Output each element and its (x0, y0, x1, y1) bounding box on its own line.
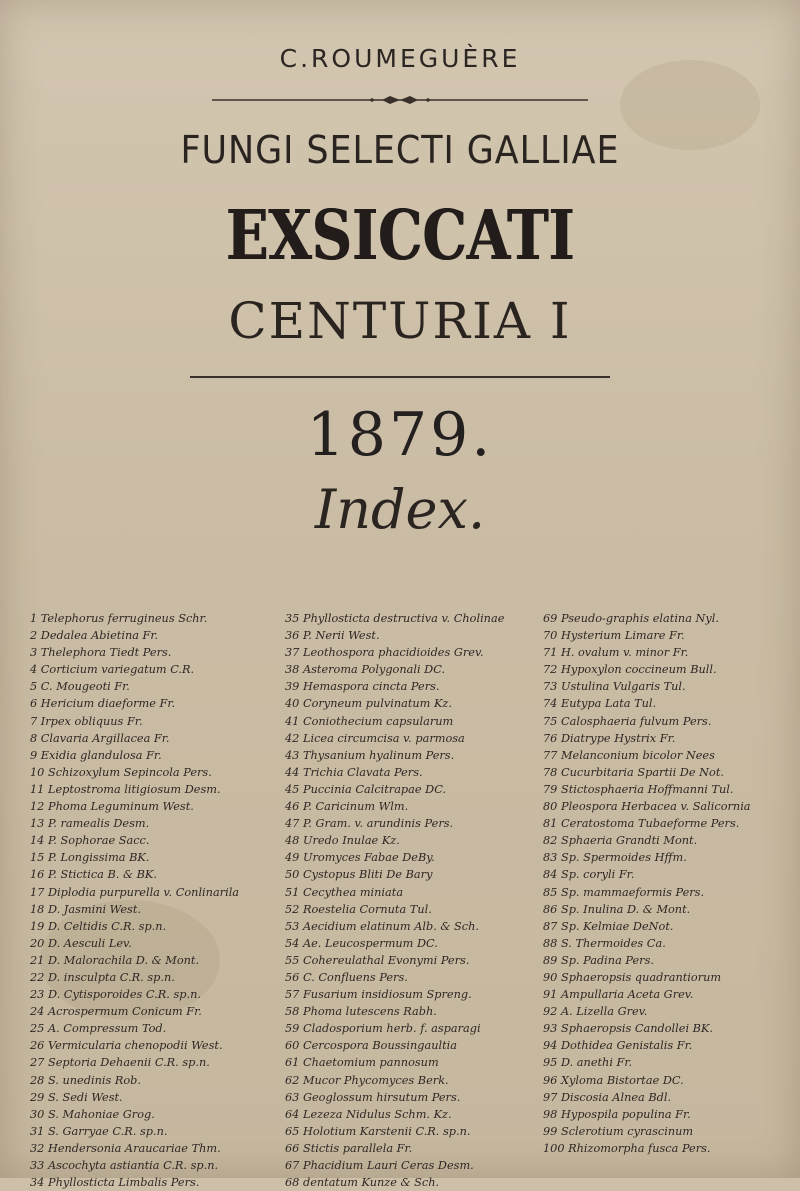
index-entry: 73 Ustulina Vulgaris Tul. (543, 680, 686, 694)
index-entry: 47 P. Gram. v. arundinis Pers. (285, 817, 454, 831)
index-entry: 8 Clavaria Argillacea Fr. (30, 731, 170, 745)
index-entry: 2 Dedalea Abietina Fr. (30, 629, 159, 643)
index-entry: 100 Rhizomorpha fusca Pers. (543, 1141, 711, 1155)
author-name: C.ROUMEGUÈRE (279, 44, 521, 73)
index-entry: 15 P. Longissima BK. (30, 851, 150, 865)
index-entry: 86 Sp. Inulina D. & Mont. (543, 902, 691, 916)
index-entry: 41 Coniothecium capsularum (285, 714, 454, 728)
index-entry: 25 A. Compressum Tod. (30, 1022, 167, 1036)
index-column-3 (543, 610, 795, 1157)
index-entry: 62 Mucor Phycomyces Berk. (285, 1073, 449, 1087)
index-entry: 97 Discosia Alnea Bdl. (543, 1090, 672, 1104)
index-entry: 81 Ceratostoma Tubaeforme Pers. (543, 817, 740, 831)
index-entry: 13 P. ramealis Desm. (30, 817, 150, 831)
index-entry: 20 D. Aesculi Lev. (30, 936, 132, 950)
index-entry: 33 Ascochyta astiantia C.R. sp.n. (30, 1159, 219, 1172)
index-entry: 31 S. Garryae C.R. sp.n. (30, 1124, 168, 1138)
index-entry: 69 Pseudo-graphis elatina Nyl. (543, 612, 720, 625)
index-entry: 23 D. Cytisporoides C.R. sp.n. (30, 988, 201, 1002)
index-heading: Index. (314, 478, 486, 541)
index-entry: 93 Sphaeropsis Candollei BK. (543, 1022, 713, 1036)
index-entry: 75 Calosphaeria fulvum Pers. (543, 714, 712, 728)
index-entry: 57 Fusarium insidiosum Spreng. (285, 988, 472, 1002)
index-entry: 3 Thelephora Tiedt Pers. (30, 646, 172, 660)
centuria-label: CENTURIA I (228, 292, 572, 350)
index-column-1 (30, 610, 265, 1191)
index-entry: 7 Irpex obliquus Fr. (30, 714, 143, 728)
index-entry: 39 Hemaspora cincta Pers. (285, 680, 440, 694)
ornamental-rule (212, 93, 588, 107)
index-entry: 48 Uredo Inulae Kz. (285, 834, 400, 848)
index-entry: 36 P. Nerii West. (285, 629, 380, 643)
index-entry: 19 D. Celtidis C.R. sp.n. (30, 919, 167, 933)
index-entry: 29 S. Sedi West. (30, 1090, 123, 1104)
index-entry: 87 Sp. Kelmiae DeNot. (543, 919, 674, 933)
index-entry: 50 Cystopus Bliti De Bary (285, 868, 433, 882)
index-entry: 98 Hypospila populina Fr. (543, 1107, 691, 1121)
index-entry: 76 Diatrype Hystrix Fr. (543, 731, 676, 745)
collection-title: FUNGI SELECTI GALLIAE (180, 128, 620, 172)
index-entry: 6 Hericium diaeforme Fr. (30, 697, 176, 711)
index-entry: 92 A. Lizella Grev. (543, 1005, 648, 1019)
index-entry: 38 Asteroma Polygonali DC. (285, 663, 446, 677)
index-entry: 43 Thysanium hyalinum Pers. (285, 748, 455, 762)
index-entry: 65 Holotium Karstenii C.R. sp.n. (285, 1124, 471, 1138)
index-entry: 46 P. Caricinum Wlm. (285, 800, 409, 814)
index-entry: 42 Licea circumcisa v. parmosa (285, 731, 465, 745)
index-entry: 14 P. Sophorae Sacc. (30, 834, 150, 848)
index-entry: 95 D. anethi Fr. (543, 1056, 633, 1070)
index-entry: 24 Acrospermum Conicum Fr. (30, 1005, 202, 1019)
index-entry: 78 Cucurbitaria Spartii De Not. (543, 765, 724, 779)
index-entry: 4 Corticium variegatum C.R. (30, 663, 195, 677)
index-entry: 74 Eutypa Lata Tul. (543, 697, 657, 711)
index-entry: 72 Hypoxylon coccineum Bull. (543, 663, 717, 677)
index-entry: 32 Hendersonia Araucariae Thm. (30, 1141, 221, 1155)
index-entry: 90 Sphaeropsis quadrantiorum (543, 970, 722, 984)
index-entry: 94 Dothidea Genistalis Fr. (543, 1039, 693, 1053)
index-entry: 61 Chaetomium pannosum (285, 1056, 439, 1070)
index-entry: 89 Sp. Padina Pers. (543, 953, 654, 967)
index-entry: 55 Cohereulathal Evonymi Pers. (285, 953, 470, 967)
index-entry: 82 Sphaeria Grandti Mont. (543, 834, 698, 848)
index-entry: 35 Phyllosticta destructiva v. Cholinae (285, 612, 505, 625)
index-entry: 79 Stictosphaeria Hoffmanni Tul. (543, 782, 734, 796)
index-entry: 67 Phacidium Lauri Ceras Desm. (285, 1159, 474, 1172)
index-entry: 83 Sp. Spermoides Hffm. (543, 851, 687, 865)
index-entry: 80 Pleospora Herbacea v. Salicornia (543, 800, 751, 814)
index-entry: 34 Phyllosticta Limbalis Pers. (30, 1176, 200, 1190)
index-entry: 85 Sp. mammaeformis Pers. (543, 885, 705, 899)
index-entry: 53 Aecidium elatinum Alb. & Sch. (285, 919, 479, 933)
index-entry: 5 C. Mougeoti Fr. (30, 680, 130, 694)
index-column-2 (285, 610, 540, 1191)
index-entry: 16 P. Stictica B. & BK. (30, 868, 157, 882)
index-entry: 58 Phoma lutescens Rabh. (285, 1005, 437, 1019)
index-entry: 12 Phoma Leguminum West. (30, 800, 194, 814)
index-entry: 64 Lezeza Nidulus Schm. Kz. (285, 1107, 452, 1121)
index-entry: 71 H. ovalum v. minor Fr. (543, 646, 689, 660)
collection-subtitle: EXSICCATI (225, 196, 575, 276)
index-entry: 1 Telephorus ferrugineus Schr. (30, 612, 208, 625)
index-entry: 56 C. Confluens Pers. (285, 970, 408, 984)
index-entry: 27 Septoria Dehaenii C.R. sp.n. (30, 1056, 210, 1070)
index-entry: 44 Trichia Clavata Pers. (285, 765, 423, 779)
index-entry: 26 Vermicularia chenopodii West. (30, 1039, 223, 1053)
index-entry: 45 Puccinia Calcitrapae DC. (285, 782, 447, 796)
index-entry: 28 S. unedinis Rob. (30, 1073, 141, 1087)
index-entry: 30 S. Mahoniae Grog. (30, 1107, 155, 1121)
index-entry: 54 Ae. Leucospermum DC. (285, 936, 438, 950)
index-entry: 70 Hysterium Limare Fr. (543, 629, 685, 643)
index-entry: 17 Diplodia purpurella v. Conlinarila (30, 885, 240, 899)
index-entry: 21 D. Malorachila D. & Mont. (30, 953, 200, 967)
index-entry: 40 Coryneum pulvinatum Kz. (285, 697, 452, 711)
index-entry: 11 Leptostroma litigiosum Desm. (30, 782, 221, 796)
index-entry: 84 Sp. coryli Fr. (543, 868, 635, 882)
index-entry: 77 Melanconium bicolor Nees (543, 748, 715, 762)
index-entry: 49 Uromyces Fabae DeBy. (285, 851, 435, 865)
index-entry: 88 S. Thermoides Ca. (543, 936, 666, 950)
index-entry: 9 Exidia glandulosa Fr. (30, 748, 162, 762)
index-entry: 68 dentatum Kunze & Sch. (285, 1176, 440, 1190)
index-entry: 37 Leothospora phacidioides Grev. (285, 646, 484, 660)
index-entry: 59 Cladosporium herb. f. asparagi (285, 1022, 481, 1036)
index-entry: 10 Schizoxylum Sepincola Pers. (30, 765, 212, 779)
year: 1879. (306, 400, 494, 470)
index-entry: 22 D. insculpta C.R. sp.n. (30, 970, 175, 984)
index-entry: 63 Geoglossum hirsutum Pers. (285, 1090, 461, 1104)
index-entry: 91 Ampullaria Aceta Grev. (543, 988, 694, 1002)
index-entry: 52 Roestelia Cornuta Tul. (285, 902, 432, 916)
index-entry: 60 Cercospora Boussingaultia (285, 1039, 457, 1053)
divider-rule (190, 376, 610, 378)
index-entry: 99 Sclerotium cyrascinum (543, 1124, 694, 1138)
index-entry: 96 Xyloma Bistortae DC. (543, 1073, 684, 1087)
index-entry: 66 Stictis parallela Fr. (285, 1141, 413, 1155)
index-entry: 18 D. Jasmini West. (30, 902, 141, 916)
index-entry: 51 Cecythea miniata (285, 885, 404, 899)
